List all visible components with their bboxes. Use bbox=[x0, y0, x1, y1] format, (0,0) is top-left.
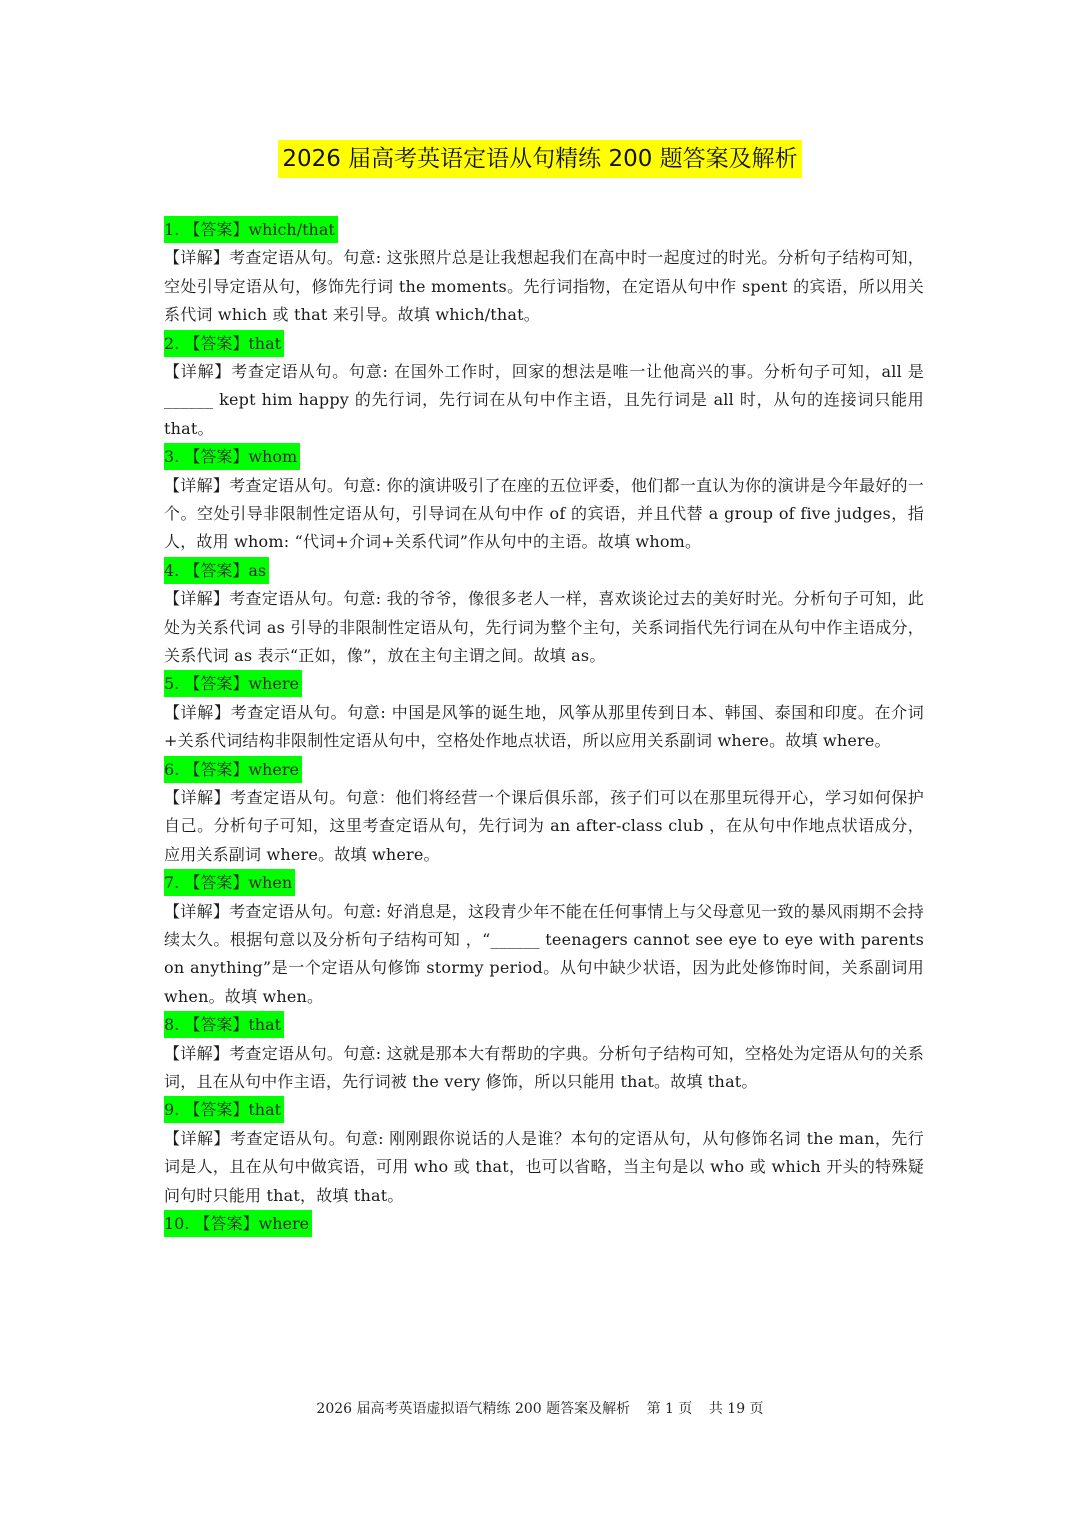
explanation: 【详解】考查定语从句。句意: 这张照片总是让我想起我们在高中时一起度过的时光。分析句子结构可知，空处引导定语从句，修饰先行词 the moments。先行词指物，在定语从句中作 spent 的宾语，所以用关系代词 which 或 that 来引导。故填 which/that。 bbox=[164, 248, 924, 325]
answer-item bbox=[164, 557, 924, 585]
footer-total-pages: 共 19 页 bbox=[708, 1401, 764, 1417]
answer-list bbox=[164, 216, 924, 1238]
footer-doc-title: 2026 届高考英语虚拟语气精练 200 题答案及解析 bbox=[316, 1401, 631, 1417]
explanation: 【详解】考查定语从句。句意: 在国外工作时，回家的想法是唯一让他高兴的事。分析句子可知，all 是______ kept him happy 的先行词，先行词在从句中作主语，且先行词是 all 时，从句的连接词只能用 that。 bbox=[164, 362, 924, 438]
answer-label: 6. 【答案】where bbox=[164, 756, 302, 783]
explanation: 【详解】考查定语从句。句意: 我的爷爷，像很多老人一样，喜欢谈论过去的美好时光。分析句子可知，此处为关系代词 as 引导的非限制性定语从句，先行词为整个主句，关系词指代先行词在从句中作主语成分，关系代词 as 表示“正如，像”，放在主句主谓之间。故填 as。 bbox=[164, 589, 924, 666]
answer-label: 4. 【答案】as bbox=[164, 557, 269, 584]
explanation: 【详解】考查定语从句。句意: 好消息是，这段青少年不能在任何事情上与父母意见一致的暴风雨期不会持续太久。根据句意以及分析句子结构可知 ，“______ teenagers cannot see eye to eye with parents on anything”是一个定语从句修饰 stormy period。从句中缺少状语，因为此处修饰时间，关系副词用 when。故填 when。 bbox=[164, 901, 924, 1006]
answer-label: 1. 【答案】which/that bbox=[164, 216, 338, 243]
answer-item bbox=[164, 670, 924, 698]
answer-item bbox=[164, 216, 924, 244]
page-title: 2026 届高考英语定语从句精练 200 题答案及解析 bbox=[278, 140, 801, 178]
answer-label: 2. 【答案】that bbox=[164, 330, 284, 357]
answer-item bbox=[164, 756, 924, 784]
answer-item bbox=[164, 1096, 924, 1124]
answer-label: 7. 【答案】when bbox=[164, 869, 295, 896]
explanation: 【详解】考查定语从句。句意：他们将经营一个课后俱乐部，孩子们可以在那里玩得开心，学习如何保护自己。分析句子可知，这里考查定语从句，先行词为 an after-class club ，在从句中作地点状语成分，应用关系副词 where。故填 where。 bbox=[164, 788, 924, 864]
answer-item bbox=[164, 1011, 924, 1039]
page-title-wrap bbox=[0, 140, 1080, 178]
answer-label: 10. 【答案】where bbox=[164, 1210, 312, 1237]
explanation: 【详解】考查定语从句。句意: 这就是那本大有帮助的字典。分析句子结构可知，空格处为定语从句的关系词，且在从句中作主语，先行词被 the very 修饰，所以只能用 that。故填 that。 bbox=[164, 1043, 924, 1092]
answer-label: 9. 【答案】that bbox=[164, 1096, 284, 1123]
explanation: 【详解】考查定语从句。句意: 中国是风筝的诞生地，风筝从那里传到日本、韩国、泰国和印度。在介词+关系代词结构非限制性定语从句中，空格处作地点状语，所以应用关系副词 where。故填 where。 bbox=[164, 702, 924, 751]
answer-item bbox=[164, 330, 924, 358]
explanation: 【详解】考查定语从句。句意: 你的演讲吸引了在座的五位评委，他们都一直认为你的演讲是今年最好的一个。空处引导非限制性定语从句，引导词在从句中作 of 的宾语，并且代替 a group of five judges，指人，故用 whom: “代词+介词+关系代词”作从句中的主语。故填 whom。 bbox=[164, 475, 924, 552]
answer-item bbox=[164, 443, 924, 471]
answer-label: 3. 【答案】whom bbox=[164, 443, 300, 470]
answer-item bbox=[164, 1210, 924, 1238]
explanation: 【详解】考查定语从句。句意: 刚刚跟你说话的人是谁？本句的定语从句，从句修饰名词 the man，先行词是人，且在从句中做宾语，可用 who 或 that，也可以省略，当主句是以 who 或 which 开头的特殊疑问句时只能用 that，故填 that。 bbox=[164, 1128, 924, 1205]
answer-label: 8. 【答案】that bbox=[164, 1011, 284, 1038]
page-footer bbox=[0, 1398, 1080, 1418]
answer-label: 5. 【答案】where bbox=[164, 670, 302, 697]
footer-page-number: 第 1 页 bbox=[646, 1401, 693, 1417]
answer-item bbox=[164, 869, 924, 897]
